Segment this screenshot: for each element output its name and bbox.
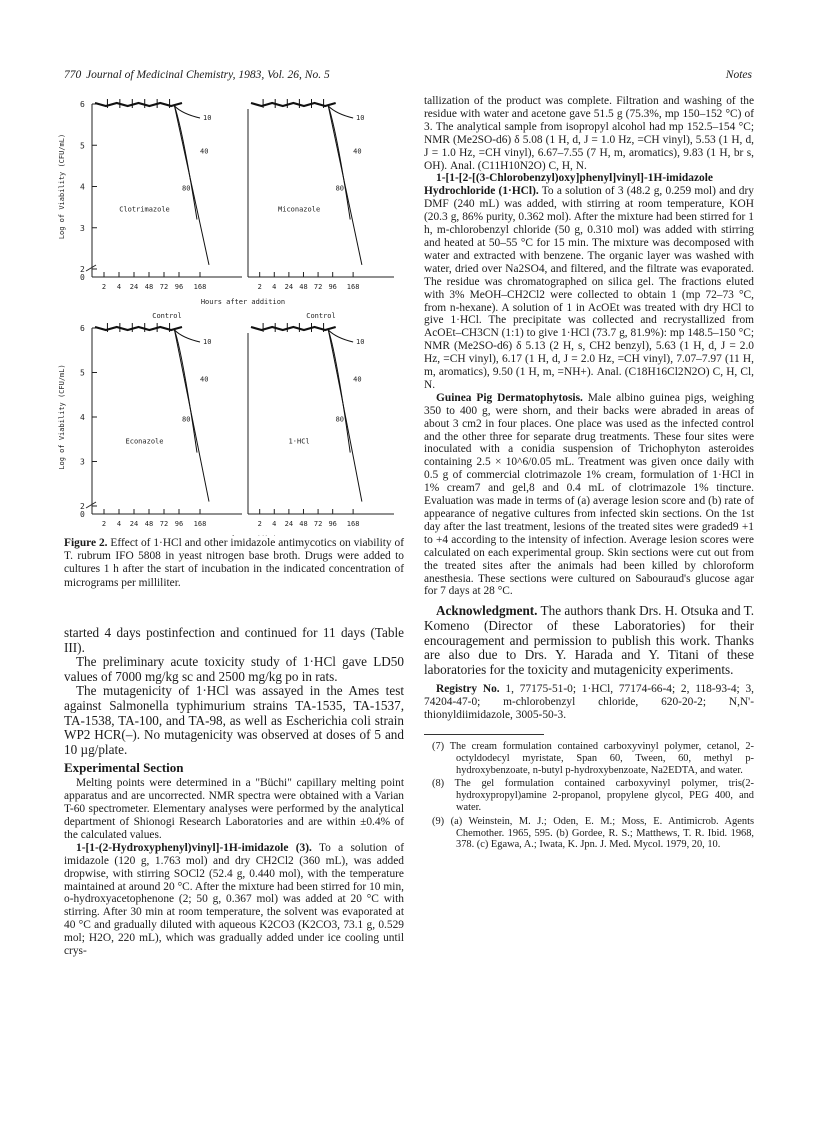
x-tick-label: 168 xyxy=(346,520,360,528)
figure-caption xyxy=(64,537,404,590)
registry-numbers xyxy=(424,683,754,722)
y-axis-label: Log of Viability (CFU/mL) xyxy=(58,364,66,470)
y-tick-label: 2 xyxy=(80,265,85,274)
y-tick-label: 3 xyxy=(80,223,85,233)
y-tick-label: 0 xyxy=(80,273,85,282)
y-tick-label: 2 xyxy=(80,502,85,511)
dose-label: 10 xyxy=(203,114,212,122)
figure-2 xyxy=(58,96,408,536)
caption-text: Effect of 1·HCl and other imidazole antimycotics on viability of T. rubrum IFO 5808 in yeast nitrogen base broth. Drugs were added to cultures 1 h after the start of incubation in the indicated concentration of micrograms per milliliter. xyxy=(64,537,404,589)
control-label: Control xyxy=(306,312,336,320)
paragraph: The preliminary acute toxicity study of 1·HCl gave LD50 values of 7000 mg/kg sc and 2500 mg/kg po in rats. xyxy=(64,654,404,684)
drug-name: 1·HCl xyxy=(288,437,310,446)
registry-title: Registry No. xyxy=(436,683,500,696)
x-axis-label: Hours after addition xyxy=(200,298,286,306)
page-number: 770 xyxy=(64,69,82,81)
left-column-text xyxy=(64,626,404,958)
x-tick-label: 24 xyxy=(129,520,139,528)
dose-label: 10 xyxy=(356,114,365,122)
reference-8: (8) The gel formulation contained carboxyvinyl polymer, tris(2-hydroxypropyl)amine 2-propanol, propylene glycol, PEG 400, and water. xyxy=(432,778,754,814)
x-tick-label: 72 xyxy=(313,283,323,291)
compound-title: 1-[1-(2-Hydroxyphenyl)vinyl]-1H-imidazole (3). xyxy=(76,841,312,854)
dose-label: 40 xyxy=(200,147,209,156)
y-tick-label: 4 xyxy=(80,182,85,192)
dose-label: 80 xyxy=(335,415,345,424)
control-curve xyxy=(251,327,336,330)
paragraph xyxy=(424,392,754,599)
x-tick-label: 96 xyxy=(174,520,184,528)
paragraph-text: To a solution of imidazole (120 g, 1.763 mol) and dry CH2Cl2 (360 mL), was added dropwise, with stirring SOCl2 (52.4 g, 0.440 mol), with the temperature maintained at around 20 °C. After the mixture had been stirred for 10 min, o-hydroxyacetophenone (2; 50 g, 0.367 mol) was added at 20 °C with stirring. After 30 min at room temperature, the solvent was evaporated at 40 °C and gradually diluted with aqueous K2CO3 (K2CO3, 73.1 g, 0.529 mol; H2O, 220 mL), which was gradually added under ice cooling until crys- xyxy=(64,841,404,958)
dose-curve xyxy=(328,106,365,265)
x-tick-label: 48 xyxy=(144,520,154,528)
section-label: Notes xyxy=(725,69,752,81)
y-tick-label: 6 xyxy=(80,324,85,333)
control-curve xyxy=(95,103,182,106)
dose-curve xyxy=(175,106,201,118)
dose-curve xyxy=(175,330,201,342)
y-tick-label: 0 xyxy=(80,510,85,519)
y-tick-label: 3 xyxy=(80,457,85,467)
paragraph: Melting points were determined in a "Büchi" capillary melting point apparatus and are uncorrected. NMR spectra were obtained with a Varian T-60 spectrometer. Elementary analyses were performed by the analytical department of Shionogi Research Laboratories and are within ±0.4% of the calculated values. xyxy=(64,777,404,841)
y-tick-label: 5 xyxy=(80,141,85,151)
ack-title: Acknowledgment. xyxy=(436,603,538,619)
y-tick-label: 4 xyxy=(80,413,85,422)
footnote-rule xyxy=(424,734,544,735)
x-tick-label: 48 xyxy=(299,520,308,528)
x-tick-label: 96 xyxy=(328,520,337,528)
drug-name: Econazole xyxy=(125,437,164,446)
x-tick-label: 4 xyxy=(272,283,277,291)
x-tick-label: 4 xyxy=(272,520,277,528)
paragraph: The mutagenicity of 1·HCl was assayed in the Ames test against Salmonella typhimurium strains TA-1535, TA-1537, TA-1538, TA-100, and TA-98, as well as Escherichia coli strain WP2 HCR(–). No mutagenicity was observed at doses of 5 and 10 µg/plate. xyxy=(64,683,404,757)
control-label: Control xyxy=(152,312,182,320)
x-tick-label: 2 xyxy=(101,283,107,291)
drug-name: Clotrimazole xyxy=(119,205,170,214)
dose-curve xyxy=(175,106,210,265)
paragraph: tallization of the product was complete. Filtration and washing of the residue with water and acetone gave 51.5 g (75.3%, mp 150–152 °C) of 3. The analytical sample from isopropyl alcohol had mp 152.5–154 °C; NMR (Me2SO-d6) δ 5.08 (1 H, d, J = 1.0 Hz, =CH vinyl), 5.53 (1 H, d, J = 1.0 Hz, =CH vinyl), 6.67–7.55 (7 H, m, aromatics), 9.83 (1 H, br s, OH). Anal. (C11H10N2O) C, H, N. xyxy=(424,95,754,172)
x-tick-label: 168 xyxy=(193,520,207,528)
dose-label: 80 xyxy=(182,415,191,424)
reference-7: (7) The cream formulation contained carboxyvinyl polymer, cetanol, 2-octyldodecyl myristate, Span 60, Tween, 60, methyl p-hydroxybenzoate, n-butyl p-hydroxybenzoate, Na2EDTA, and water. xyxy=(432,741,754,776)
subsection-title: Guinea Pig Dermatophytosis. xyxy=(436,391,583,404)
dose-label: 80 xyxy=(182,184,191,193)
dose-label: 40 xyxy=(200,375,209,384)
x-tick-label: 168 xyxy=(346,283,360,291)
control-curve xyxy=(95,327,182,330)
axis-break xyxy=(86,265,96,271)
paragraph-text: To a solution of 3 (48.2 g, 0.259 mol) and dry DMF (240 mL) was added, with stirring at room temperature, KOH (20.3 g, 86% purity, 0.362 mol). After the mixture had been stirred for 1 h, m-chlorobenzyl chloride (50 g, 0.310 mol) was added with stirring and heated at 50–55 °C for 15 min. The mixture was decomposed with water and extracted with benzene. The organic layer was washed with water, dried over Na2SO4, and filtered, and the filtrate was evaporated. The residue was chromatographed on silica gel. The fractions eluted with 3% MeOH–CH2Cl2 were collected to obtain 1 (mp 72–73 °C, from n-hexane). A solution of 1 in AcOEt was treated with dry HCl to give 1·HCl. The precipitate was collected and recrystallized from AcOEt–CH3CN (1:1) to give 1·HCl (73.7 g, 81.9%): mp 148.5–150 °C; NMR (Me2SO-d6) δ 5.13 (2 H, s, CH2 benzyl), 5.63 (1 H, d, J = 2.0 Hz, =CH vinyl), 6.17 (1 H, d, J = 2.0 Hz, =CH vinyl), 7.07–7.97 (11 H, m, aromatics), 9.50 (1 H, m, =NH+). Anal. (C18H16Cl2N2O) C, H, Cl, N. xyxy=(424,185,754,391)
x-tick-label: 168 xyxy=(193,283,207,291)
y-tick-label: 5 xyxy=(80,368,85,378)
y-tick-label: 6 xyxy=(80,100,85,109)
dose-curve xyxy=(175,330,210,502)
x-tick-label: 96 xyxy=(174,283,184,291)
reference-9: (9) (a) Weinstein, M. J.; Oden, E. M.; Moss, E. Antimicrob. Agents Chemother. 1965, 595. (b) Gordee, R. S.; Matthews, T. R. Ibid. 1968, 378. (c) Egawa, A.; Iwata, K. Jpn. J. Med. Mycol. 1979, 20, 10. xyxy=(432,815,754,851)
x-tick-label: 72 xyxy=(313,520,323,528)
x-tick-label: 4 xyxy=(116,283,122,291)
control-curve xyxy=(251,103,336,106)
drug-name: Miconazole xyxy=(278,205,321,214)
x-tick-label: 72 xyxy=(159,520,169,528)
x-tick-label: 72 xyxy=(159,283,169,291)
x-tick-label: 48 xyxy=(144,283,154,291)
x-tick-label: 2 xyxy=(257,520,262,528)
x-tick-label: 2 xyxy=(101,520,107,528)
axis-break xyxy=(86,502,96,508)
paragraph-text: Male albino guinea pigs, weighing 350 to 400 g, were shorn, and their backs were abraded in areas of about 3 cm2 in four places. One place was used as the infected control and the other three for separate drug treatments. These four sites were inoculated with a conidia suspension of Trichophyton asteroides containing 2.5 × 10^6/0.05 mL. Treatment was given once daily with 0.5 g of commercial clotrimazole 1% cream, formulation of 1·HCl in 1% cream7 and gel,8 and 0.4 mL of clotrimazole 1% tincture. Evaluation was made in terms of (a) average lesion score and (b) rate of appearance of negative cultures from infected skin sections. On the 1st day after the last treatment, lesions of the treated sites were graded9 +1 to +4 according to the intensity of infection. Average lesion scores were calculated on each experimental group. Skin sections were cut out from the treated sites after the animals had been killed by chloroform anesthesia. These sections were cultured on Sabouraud's glucose agar for 7 days at 28 °C. xyxy=(424,391,754,598)
right-column-text xyxy=(424,95,754,853)
paragraph xyxy=(424,172,754,391)
acknowledgment xyxy=(424,604,754,677)
dose-label: 80 xyxy=(335,184,345,193)
paragraph xyxy=(64,842,404,958)
x-tick-label: 24 xyxy=(284,520,294,528)
y-axis-label: Log of Viability (CFU/mL) xyxy=(58,133,66,240)
x-tick-label: 4 xyxy=(116,520,122,528)
section-heading: Experimental Section xyxy=(64,760,184,776)
x-tick-label: 2 xyxy=(257,283,262,291)
paragraph: started 4 days postinfection and continued for 11 days (Table III). xyxy=(64,625,404,655)
dose-curve xyxy=(328,330,353,342)
journal-title: Journal of Medicinal Chemistry, 1983, Vol. 26, No. 5 xyxy=(86,69,330,81)
x-tick-label: 48 xyxy=(299,283,308,291)
dose-label: 10 xyxy=(356,338,365,346)
x-tick-label: 24 xyxy=(284,283,294,291)
running-header xyxy=(64,69,752,85)
caption-label: Figure 2. xyxy=(64,537,108,549)
dose-curve xyxy=(328,330,365,502)
dose-curve xyxy=(328,106,353,118)
registry-text: 1, 77175-51-0; 1·HCl, 77174-66-4; 2, 118-93-4; 3, 74204-47-0; m-chlorobenzyl chloride, 620-20-2; N,N'-thionyldiimidazole, 3005-50-3. xyxy=(424,683,754,722)
x-tick-label: 24 xyxy=(129,283,139,291)
compound-title: 1-[1-[2-[(3-Chlorobenzyl)oxy]phenyl]vinyl]-1H-imidazole Hydrochloride (1·HCl). xyxy=(424,172,713,198)
ack-text: The authors thank Drs. H. Otsuka and T. Komeno (Director of these Laboratories) for their encouragement and permission to publish this work. Thanks are also due to Drs. Y. Harada and Y. Titani of these laboratories for the toxicity and mutagenicity experiments. xyxy=(424,603,754,677)
dose-label: 40 xyxy=(353,147,362,156)
x-tick-label: 96 xyxy=(328,283,337,291)
x-axis-label xyxy=(201,535,285,536)
dose-label: 10 xyxy=(203,338,212,346)
dose-label: 40 xyxy=(353,375,362,384)
